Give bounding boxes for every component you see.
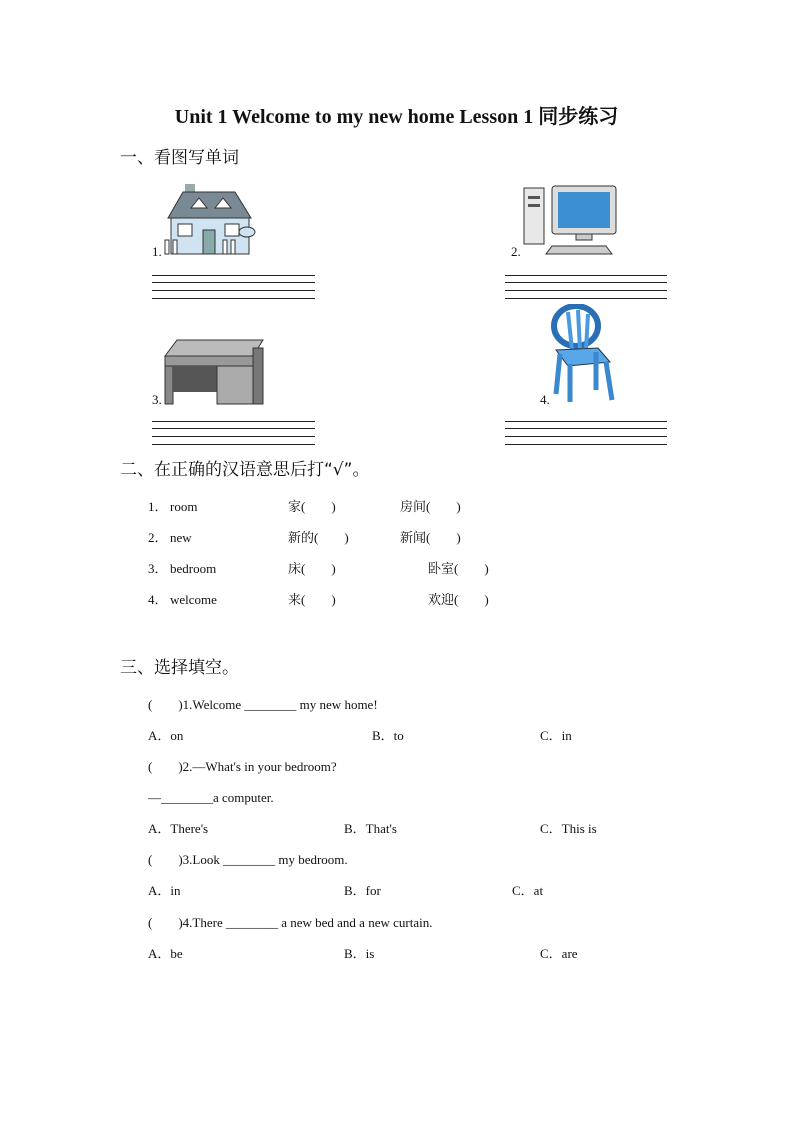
option-a[interactable]: A．be	[148, 946, 183, 961]
option-b[interactable]: B．for	[344, 883, 381, 898]
option-b[interactable]: B．That's	[344, 821, 397, 836]
option-c[interactable]: C．in	[540, 728, 572, 743]
chinese-option[interactable]: 来( )	[288, 592, 336, 607]
chinese-option[interactable]: 新的( )	[288, 530, 349, 545]
section3-heading: 三、选择填空。	[120, 658, 239, 678]
option-c[interactable]: C．are	[540, 946, 578, 961]
chinese-option[interactable]: 新闻( )	[400, 530, 461, 545]
question-stem: ( )3.Look ________ my bedroom.	[148, 852, 348, 867]
item-number: 4.	[540, 392, 550, 407]
section1-heading: 一、看图写单词	[120, 148, 239, 168]
option-c[interactable]: C．at	[512, 883, 544, 898]
section2-heading: 二、在正确的汉语意思后打“√”。	[120, 460, 370, 480]
row-number: 3．	[148, 561, 168, 576]
house-icon	[163, 184, 258, 256]
option-a[interactable]: A．There's	[148, 821, 209, 836]
row-number: 2．	[148, 530, 168, 545]
row-number: 4．	[148, 592, 168, 607]
question-stem: ( )4.There ________ a new bed and a new curtain.	[148, 915, 433, 930]
chinese-option[interactable]: 欢迎( )	[428, 592, 489, 607]
chinese-option[interactable]: 卧室( )	[428, 561, 489, 576]
option-a[interactable]: A．on	[148, 728, 184, 743]
option-b[interactable]: B．to	[372, 728, 404, 743]
item-number: 2.	[511, 244, 521, 259]
chinese-option[interactable]: 家( )	[288, 499, 336, 514]
option-a[interactable]: A．in	[148, 883, 181, 898]
item-number: 1.	[152, 244, 162, 259]
question-stem: ( )2.—What's in your bedroom?	[148, 759, 337, 774]
chair-icon	[540, 304, 626, 406]
option-b[interactable]: B．is	[344, 946, 375, 961]
english-word: new	[170, 530, 192, 545]
english-word: bedroom	[170, 561, 217, 576]
english-word: room	[170, 499, 198, 514]
page-title: Unit 1 Welcome to my new home Lesson 1 同步练习	[174, 106, 619, 128]
desk-icon	[163, 338, 267, 406]
english-word: welcome	[170, 592, 217, 607]
chinese-option[interactable]: 床( )	[288, 561, 336, 576]
chinese-option[interactable]: 房间( )	[400, 499, 461, 514]
question-answer-line: —________a computer.	[148, 790, 274, 805]
option-c[interactable]: C．This is	[540, 821, 597, 836]
question-stem: ( )1.Welcome ________ my new home!	[148, 697, 378, 712]
computer-icon	[522, 184, 618, 256]
row-number: 1．	[148, 499, 168, 514]
item-number: 3.	[152, 392, 162, 407]
